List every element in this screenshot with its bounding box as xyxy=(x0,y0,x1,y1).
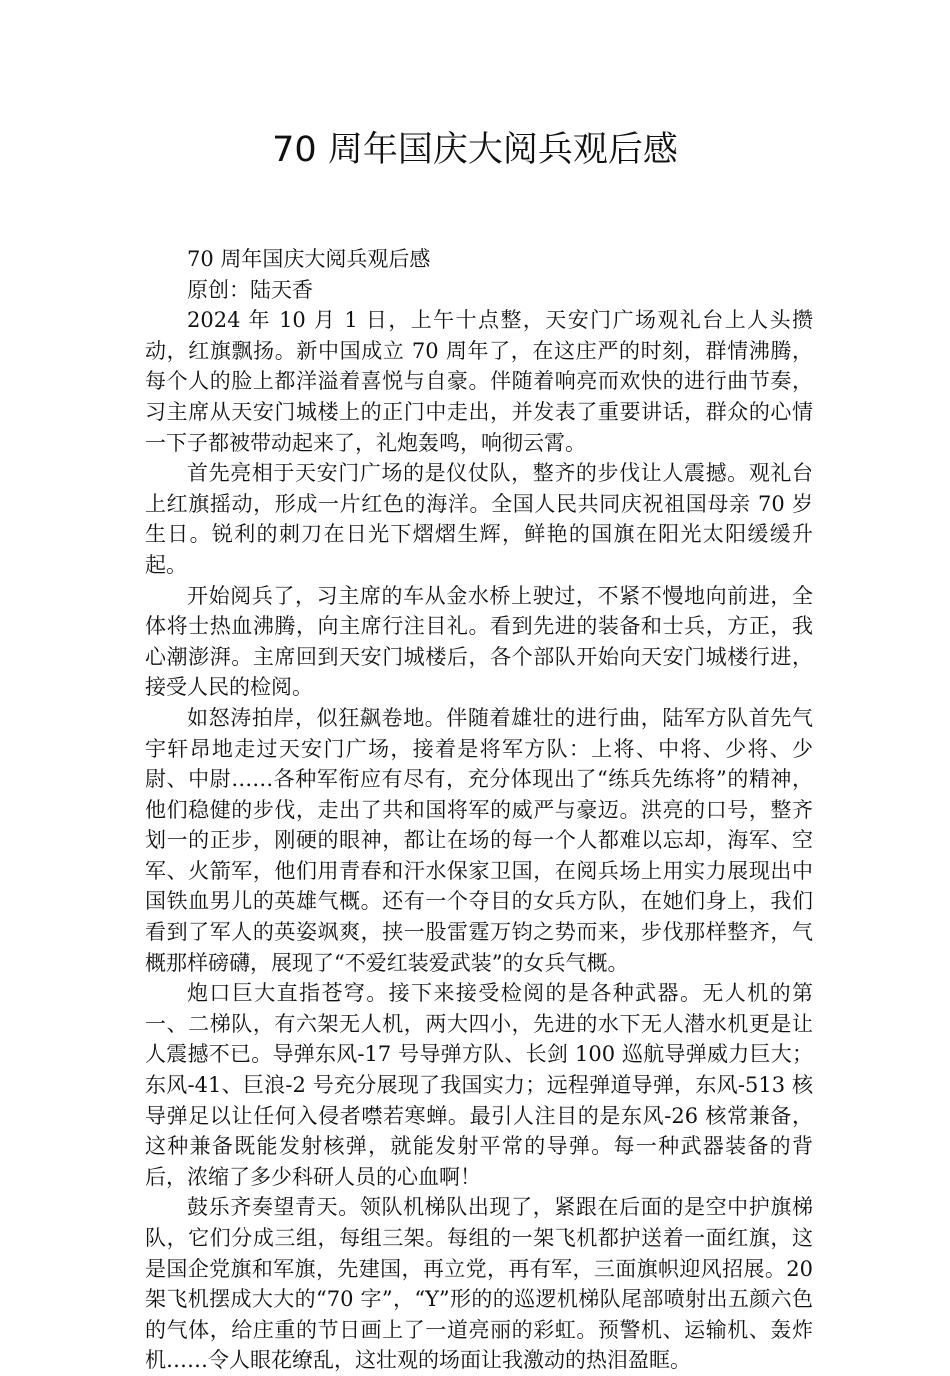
paragraph: 开始阅兵了，习主席的车从金水桥上驶过，不紧不慢地向前进，全体将士热血沸腾，向主席行注目礼。看到先进的装备和士兵，方正，我心潮澎湃。主席回到天安门城楼后，各个部队开始向天安门城楼行进，接受人民的检阅。 xyxy=(145,583,813,700)
paragraph: 2024 年 10 月 1 日，上午十点整，天安门广场观礼台上人头攒动，红旗飘扬。新中国成立 70 周年了，在这庄严的时刻，群情沸腾，每个人的脸上都洋溢着喜悦与自豪。伴随着响亮而欢快的进行曲节奏，习主席从天安门城楼上的正门中走出，并发表了重要讲话，群众的心情一下子都被带动起来了，礼炮轰鸣，响彻云霄。 xyxy=(145,308,813,455)
paragraph: 如怒涛拍岸，似狂飙卷地。伴随着雄壮的进行曲，陆军方队首先气宇轩昂地走过天安门广场，接着是将军方队：上将、中将、少将、少尉、中尉……各种军衔应有尽有，充分体现出了“练兵先练将”的精神，他们稳健的步伐，走出了共和国将军的威严与豪迈。洪亮的口号，整齐划一的正步，刚硬的眼神，都让在场的每一个人都难以忘却，海军、空军、火箭军，他们用青春和汗水保家卫国，在阅兵场上用实力展现出中国铁血男儿的英雄气概。还有一个夺目的女兵方队，在她们身上，我们看到了军人的英姿飒爽，挟一股雷霆万钧之势而来，步伐那样整齐，气概那样磅礴，展现了“不爱红装爱武装”的女兵气概。 xyxy=(145,705,813,975)
paragraph: 炮口巨大直指苍穹。接下来接受检阅的是各种武器。无人机的第一、二梯队，有六架无人机，两大四小，先进的水下无人潜水机更是让人震撼不已。导弹东风-17 号导弹方队、长剑 100 巡航导弹威力巨大；东风-41、巨浪-2 号充分展现了我国实力；远程弹道导弹，东风-513 核导弹足以让任何入侵者噤若寒蝉。最引人注目的是东风-26 核常兼备，这种兼备既能发射核弹，就能发射平常的导弹。每一种武器装备的背后，浓缩了多少科研人员的心血啊！ xyxy=(145,981,813,1189)
paragraph: 鼓乐齐奏望青天。领队机梯队出现了，紧跟在后面的是空中护旗梯队，它们分成三组，每组三架。每组的一架飞机都护送着一面红旗，这是国企党旗和军旗，先建国，再立党，再有军，三面旗帜迎风招展。20 架飞机摆成大大的“70 字”，“Y”形的的巡逻机梯队尾部喷射出五颜六色的气体，给庄重的节日画上了一道亮丽的彩虹。预警机、运输机、轰炸机……令人眼花缭乱，这壮观的场面让我激动的热泪盈眶。 xyxy=(145,1195,813,1373)
document-title: 70 周年国庆大阅兵观后感 xyxy=(272,130,678,170)
paragraph: 首先亮相于天安门广场的是仪仗队，整齐的步伐让人震撼。观礼台上红旗摇动，形成一片红色的海洋。全国人民共同庆祝祖国母亲 70 岁生日。锐利的刺刀在日光下熠熠生辉，鲜艳的国旗在阳光太阳缓缓升起。 xyxy=(145,461,813,577)
document-body xyxy=(145,244,813,1376)
document-subtitle: 70 周年国庆大阅兵观后感 xyxy=(187,247,431,271)
author-line: 原创：陆天香 xyxy=(187,277,313,302)
